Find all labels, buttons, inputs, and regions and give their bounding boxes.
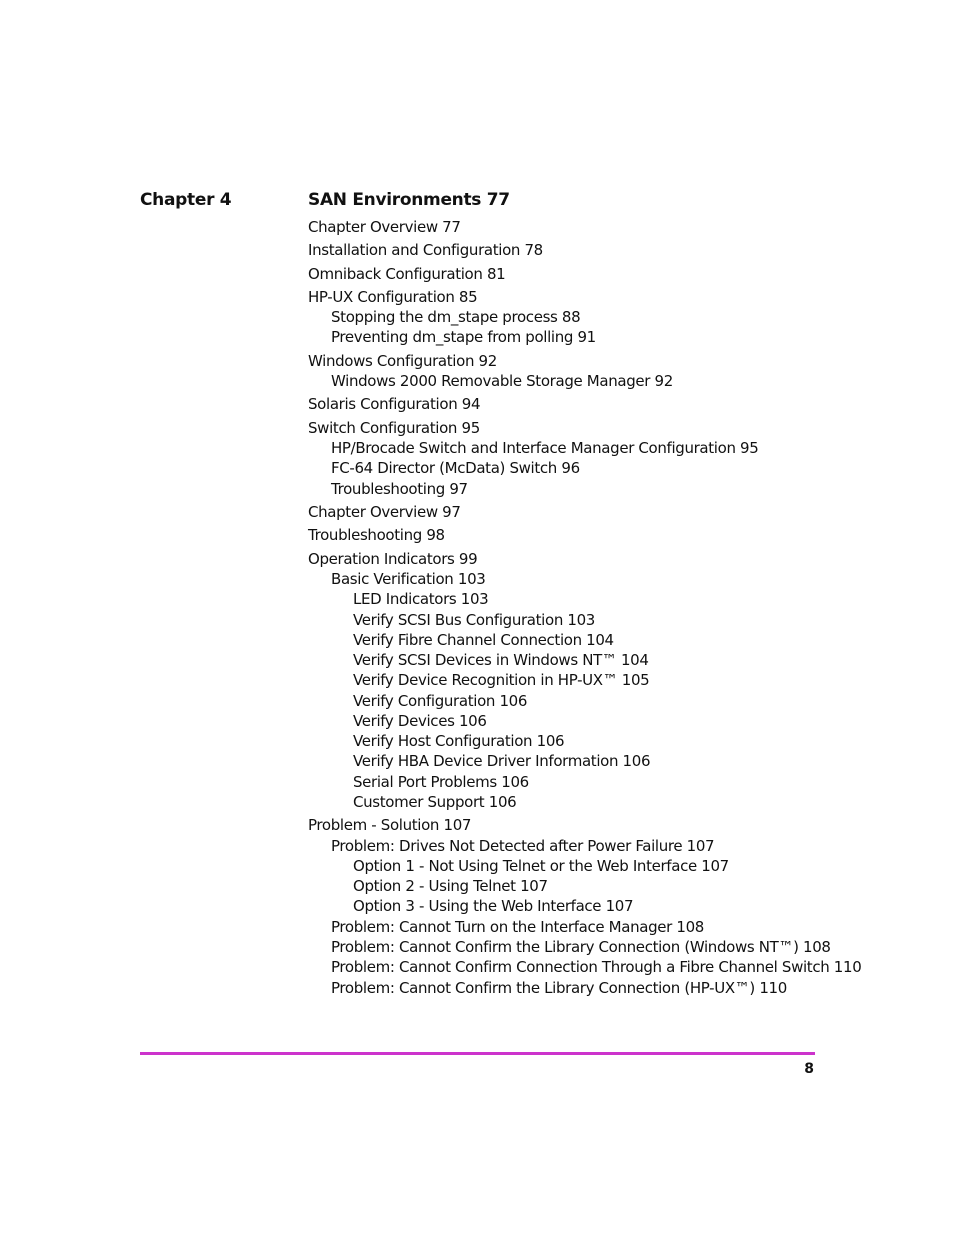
toc-entry[interactable]: Installation and Configuration 78: [308, 241, 543, 259]
toc-entry[interactable]: FC-64 Director (McData) Switch 96: [331, 459, 580, 477]
toc-entry[interactable]: Option 1 - Not Using Telnet or the Web Interface 107: [353, 857, 729, 875]
toc-entry[interactable]: Stopping the dm_stape process 88: [331, 308, 581, 326]
toc-entry[interactable]: Windows 2000 Removable Storage Manager 92: [331, 372, 673, 390]
toc-entry[interactable]: HP-UX Configuration 85: [308, 288, 478, 306]
toc-entry[interactable]: Troubleshooting 98: [308, 526, 445, 544]
toc-entry[interactable]: Problem: Cannot Turn on the Interface Manager 108: [331, 918, 704, 936]
toc-entry[interactable]: Problem: Cannot Confirm the Library Connection (HP-UX™) 110: [331, 979, 787, 997]
toc-entry[interactable]: Serial Port Problems 106: [353, 773, 529, 791]
toc-entry[interactable]: Switch Configuration 95: [308, 419, 480, 437]
toc-entry[interactable]: Problem: Drives Not Detected after Power Failure 107: [331, 837, 715, 855]
chapter-title: SAN Environments 77: [308, 190, 510, 210]
toc-entry[interactable]: Chapter Overview 97: [308, 503, 461, 521]
toc-entry[interactable]: Verify SCSI Devices in Windows NT™ 104: [353, 651, 649, 669]
toc-entry[interactable]: Verify HBA Device Driver Information 106: [353, 752, 651, 770]
toc-entry[interactable]: Problem: Cannot Confirm the Library Connection (Windows NT™) 108: [331, 938, 831, 956]
toc-entry[interactable]: Operation Indicators 99: [308, 550, 478, 568]
toc-entry[interactable]: Windows Configuration 92: [308, 352, 497, 370]
toc-entry[interactable]: Preventing dm_stape from polling 91: [331, 328, 596, 346]
toc-entry[interactable]: Verify Device Recognition in HP-UX™ 105: [353, 671, 650, 689]
toc-entry[interactable]: Option 3 - Using the Web Interface 107: [353, 897, 634, 915]
toc-entry[interactable]: Omniback Configuration 81: [308, 265, 506, 283]
footer-rule: [140, 1052, 815, 1055]
toc-entry[interactable]: Customer Support 106: [353, 793, 517, 811]
toc-entry[interactable]: Verify SCSI Bus Configuration 103: [353, 611, 595, 629]
toc-entry[interactable]: Verify Devices 106: [353, 712, 487, 730]
toc-entry[interactable]: Troubleshooting 97: [331, 480, 468, 498]
toc-entry[interactable]: HP/Brocade Switch and Interface Manager Configuration 95: [331, 439, 759, 457]
page-number: 8: [804, 1061, 814, 1077]
toc-entry[interactable]: LED Indicators 103: [353, 590, 489, 608]
toc-entry[interactable]: Verify Fibre Channel Connection 104: [353, 631, 614, 649]
toc-entry[interactable]: Problem - Solution 107: [308, 816, 472, 834]
toc-entry[interactable]: Solaris Configuration 94: [308, 395, 481, 413]
chapter-label: Chapter 4: [140, 190, 232, 210]
toc-entry[interactable]: Verify Host Configuration 106: [353, 732, 565, 750]
toc-entry[interactable]: Problem: Cannot Confirm Connection Through a Fibre Channel Switch 110: [331, 958, 862, 976]
toc-entry[interactable]: Chapter Overview 77: [308, 218, 461, 236]
toc-entry[interactable]: Basic Verification 103: [331, 570, 486, 588]
toc-entry[interactable]: Verify Configuration 106: [353, 692, 528, 710]
toc-entry[interactable]: Option 2 - Using Telnet 107: [353, 877, 548, 895]
